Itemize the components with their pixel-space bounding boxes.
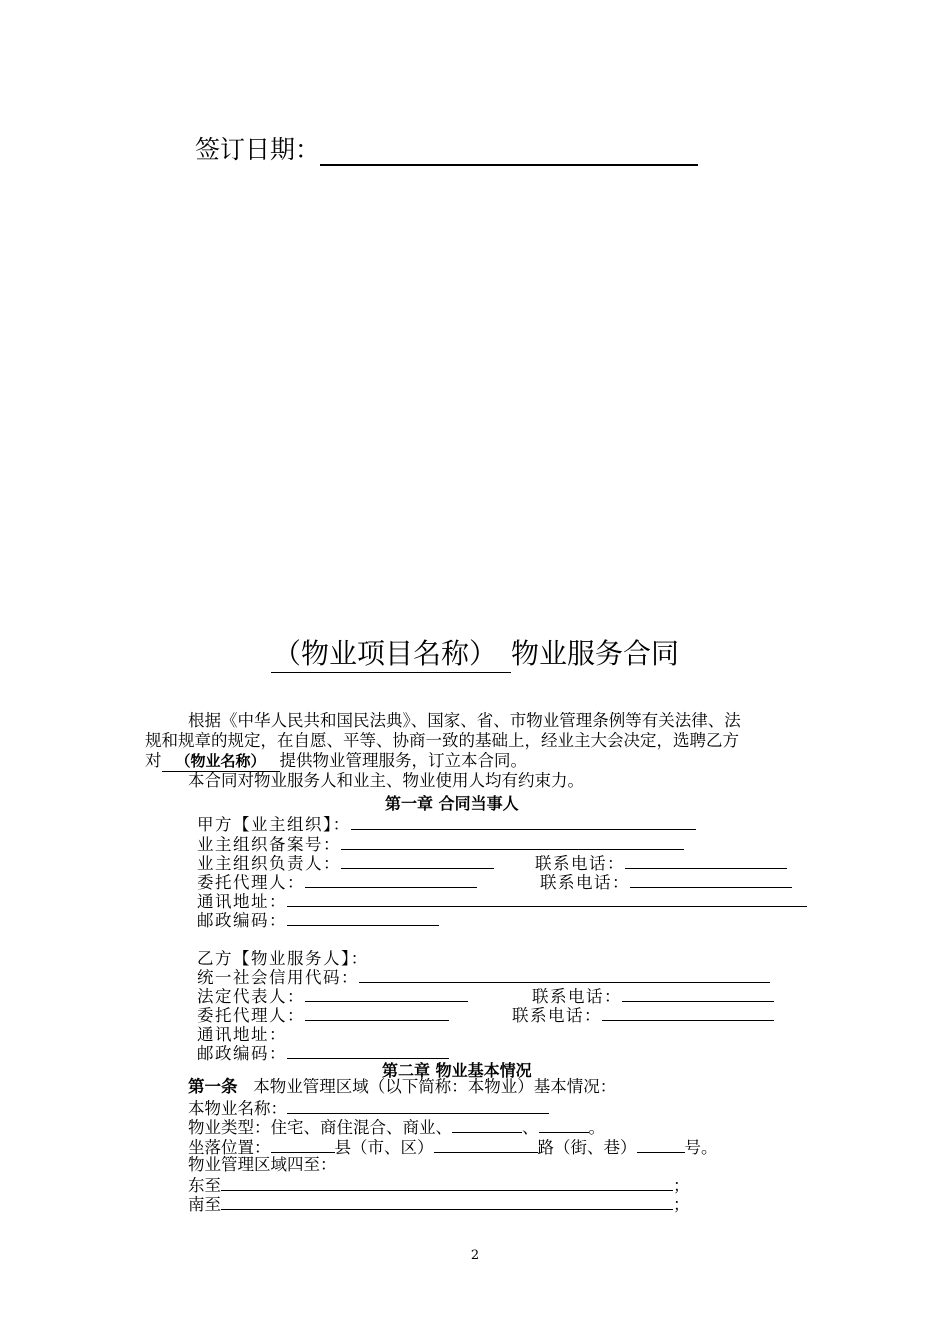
location-no-label: 号。 [684,1138,718,1157]
party-a-record-blank[interactable] [341,833,684,850]
page-number: 2 [470,1248,480,1263]
party-b-label: 乙方【物业服务人】： [197,949,369,968]
article-1-label: 第一条 [188,1077,238,1096]
preamble-property-name: （物业名称） [162,751,280,772]
party-b-legal-rep-blank[interactable] [305,985,468,1002]
party-a-phone2-blank[interactable] [630,871,792,888]
location-county-label: 县（市、区） [334,1138,434,1157]
property-name-label: 本物业名称： [188,1099,287,1118]
location-road-blank[interactable] [434,1136,538,1153]
south-label: 南至 [188,1195,221,1214]
party-b-address-label: 通讯地址： [197,1025,287,1044]
south-row [188,1193,690,1215]
party-b-phone2-label: 联系电话： [512,1006,602,1025]
party-b-credit-blank[interactable] [359,966,770,983]
party-b-phone1-blank[interactable] [622,985,774,1002]
article-1-text: 本物业管理区域（以下简称：本物业）基本情况： [253,1077,617,1096]
page-title [0,632,950,673]
party-a-postcode-label: 邮政编码： [197,911,287,930]
east-semicolon: ； [673,1176,690,1195]
title-project-name: （物业项目名称） [271,632,511,673]
preamble-line-2: 规和规章的规定，在自愿、平等、协商一致的基础上，经业主大会决定，选聘乙方 [145,731,739,750]
location-road-label: 路（街、巷） [537,1138,637,1157]
party-a-postcode-blank[interactable] [287,909,439,926]
property-type-blank-2[interactable] [539,1116,589,1133]
party-a-phone1-label: 联系电话： [535,854,625,873]
party-a-head-label: 业主组织负责人： [197,854,341,873]
party-a-label: 甲方【业主组织】： [197,815,351,834]
party-b-credit-label: 统一社会信用代码： [197,968,359,987]
party-b-phone2-row [512,1002,774,1026]
title-rest: 物业服务合同 [511,637,680,670]
party-a-head-blank[interactable] [341,852,494,869]
chapter-2-heading: 第二章 物业基本情况 [382,1061,532,1080]
party-a-phone1-blank[interactable] [625,852,787,869]
article-1 [188,1077,616,1097]
party-a-record-label: 业主组织备案号： [197,835,341,854]
sign-date [195,130,698,166]
east-label: 东至 [188,1176,221,1195]
location-county-blank[interactable] [271,1136,335,1153]
location-label: 坐落位置： [188,1138,271,1157]
property-type-sep: 、 [522,1118,539,1137]
sign-date-label: 签订日期： [195,135,321,164]
property-type-label: 物业类型：住宅、商住混合、商业、 [188,1118,452,1137]
party-a-blank[interactable] [351,813,696,830]
party-b-phone1-label: 联系电话： [532,987,622,1006]
preamble-line-3-prefix: 对 [145,751,162,770]
property-type-end: 。 [588,1118,605,1137]
preamble-line-3 [145,751,527,772]
party-a-agent-blank[interactable] [305,871,477,888]
party-a-phone2-label: 联系电话： [540,873,630,892]
party-b-postcode-blank[interactable] [287,1042,449,1059]
location-no-blank[interactable] [637,1136,685,1153]
preamble-line-3-suffix: 提供物业管理服务，订立本合同。 [279,751,528,770]
party-b-legal-rep-label: 法定代表人： [197,987,305,1006]
party-b-agent-blank[interactable] [305,1004,449,1021]
east-blank[interactable] [221,1174,673,1191]
preamble-line-1: 根据《中华人民共和国民法典》、国家、省、市物业管理条例等有关法律、法 [188,711,741,730]
party-a-postcode-row [197,907,439,931]
party-b-postcode-label: 邮政编码： [197,1044,287,1063]
property-type-row [188,1116,605,1138]
party-a-agent-label: 委托代理人： [197,873,305,892]
chapter-1-heading: 第一章 合同当事人 [385,794,519,813]
preamble-line-4: 本合同对物业服务人和业主、物业使用人均有约束力。 [188,771,584,790]
party-a-address-label: 通讯地址： [197,892,287,911]
property-name-blank[interactable] [287,1097,549,1114]
sign-date-blank[interactable] [320,136,698,166]
party-b-phone2-blank[interactable] [602,1004,774,1021]
boundary-label: 物业管理区域四至： [188,1155,337,1174]
property-type-blank-1[interactable] [452,1116,522,1133]
south-semicolon: ； [673,1195,690,1214]
party-b-agent-label: 委托代理人： [197,1006,305,1025]
party-a-address-blank[interactable] [287,890,807,907]
south-blank[interactable] [221,1193,673,1210]
